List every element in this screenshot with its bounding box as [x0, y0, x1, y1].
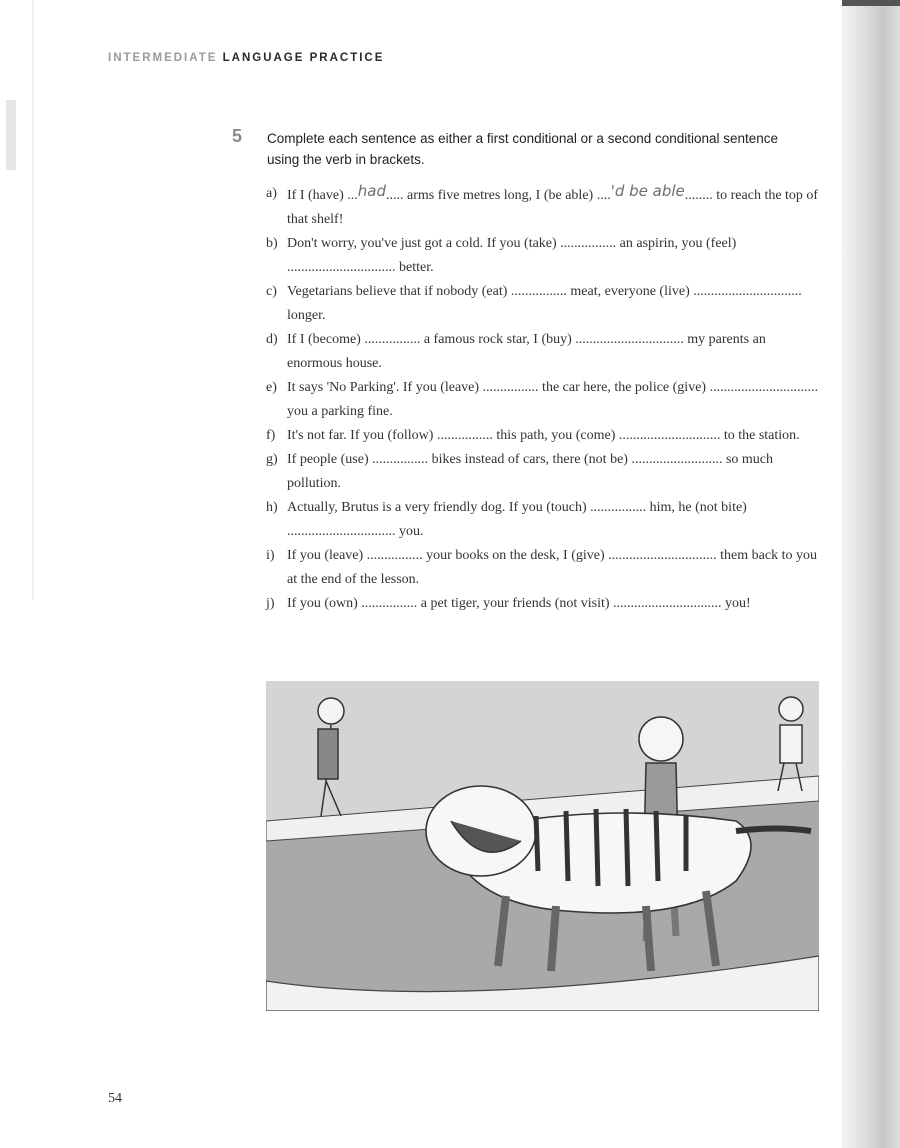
exercise-item-e [266, 376, 821, 424]
item-text: Vegetarians believe that if nobody (eat) ................ meat, everyone (live) ............................... longer. [287, 284, 802, 323]
item-label: g) [266, 452, 278, 467]
page-number: 54 [108, 1091, 122, 1106]
item-text: If you (own) ................ a pet tiger, your friends (not visit) ............................... you! [287, 596, 751, 611]
item-label: j) [266, 596, 275, 611]
exercise-item-g [266, 448, 821, 496]
exercise-item-b [266, 232, 821, 280]
item-text: If you (leave) ................ your books on the desk, I (give) ............................... them back to you at the end of the lesson. [287, 548, 817, 587]
item-text-part: ........ to reach the top of that shelf! [287, 188, 819, 227]
item-text-part: ..... arms five metres long, I (be able) .... [385, 188, 611, 203]
exercise-item-a [266, 182, 821, 232]
handwritten-answer: had [357, 182, 386, 200]
item-label: a) [266, 186, 277, 201]
exercise-item-f [266, 424, 821, 448]
book-spine-shadow [842, 0, 900, 1148]
exercise-item-j [266, 592, 821, 616]
item-label: e) [266, 380, 277, 395]
item-text: Actually, Brutus is a very friendly dog. If you (touch) ................ him, he (not bite) ............................... you. [287, 500, 747, 539]
item-text-part: If I (have) ... [287, 188, 358, 203]
running-head [108, 52, 384, 64]
item-label: f) [266, 428, 276, 443]
item-text: It says 'No Parking'. If you (leave) ................ the car here, the police (give) ............................... you a parking fine. [287, 380, 819, 419]
handwritten-answer: 'd be able [610, 182, 685, 200]
item-label: b) [266, 236, 278, 251]
item-label: h) [266, 500, 278, 515]
item-text: If I (become) ................ a famous rock star, I (buy) ............................... my parents an enormous house. [287, 332, 766, 371]
item-text: If people (use) ................ bikes instead of cars, there (not be) .......................... so much pollution. [287, 452, 773, 491]
item-text: Don't worry, you've just got a cold. If you (take) ................ an aspirin, you (feel) ............................... better. [287, 236, 737, 275]
scan-margin-mark [6, 100, 16, 170]
item-label: i) [266, 548, 275, 563]
item-text: It's not far. If you (follow) ................ this path, you (come) ............................. to the station. [287, 428, 800, 443]
exercise-item-i [266, 544, 821, 592]
exercise-item-c [266, 280, 821, 328]
exercise-number: 5 [232, 126, 243, 146]
scan-margin-line [32, 0, 34, 600]
item-label: c) [266, 284, 277, 299]
running-head-title: LANGUAGE PRACTICE [222, 52, 385, 64]
item-label: d) [266, 332, 278, 347]
exercise-instruction: Complete each sentence as either a first conditional or a second conditional sentence using the verb in brackets. [267, 131, 779, 167]
exercise-items [266, 182, 821, 616]
spine-top-edge [842, 0, 900, 6]
girl-walking-tiger-illustration [266, 681, 819, 1011]
running-head-series: INTERMEDIATE [108, 52, 218, 64]
exercise-item-h [266, 496, 821, 544]
exercise-item-d [266, 328, 821, 376]
